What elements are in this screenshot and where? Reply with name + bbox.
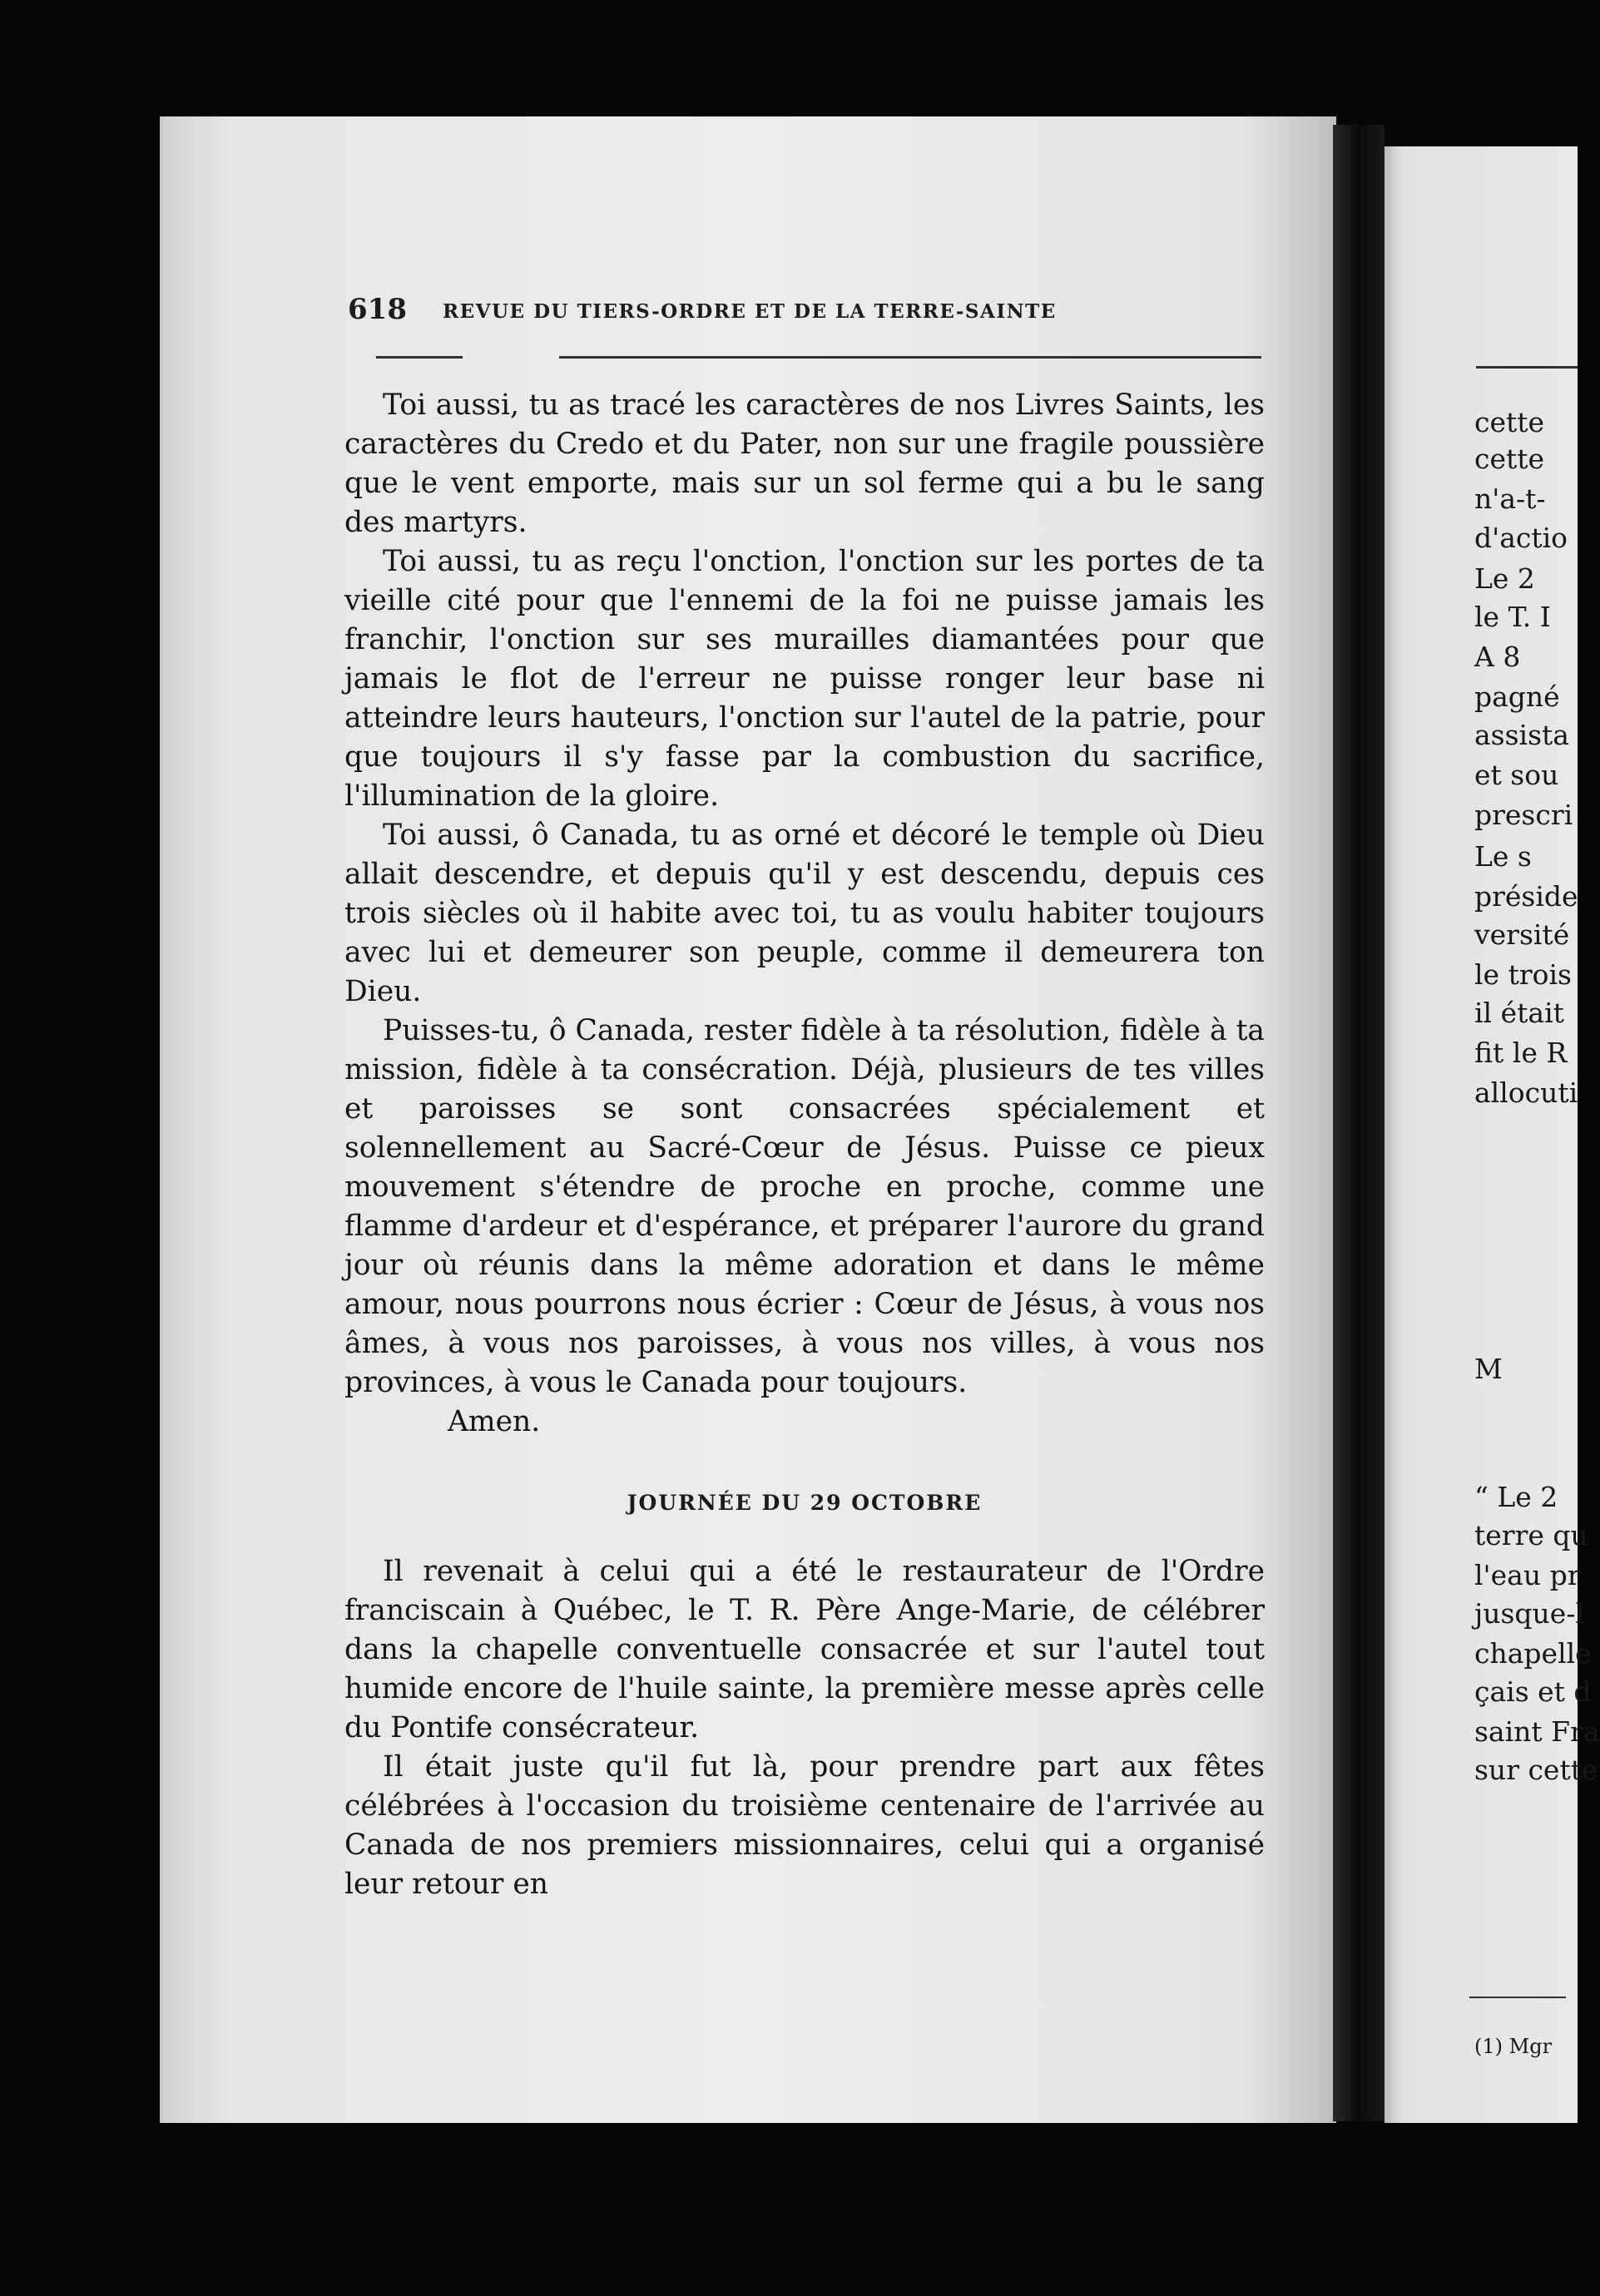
right-page-line: Le s [1474, 840, 1532, 873]
paragraph: Toi aussi, ô Canada, tu as orné et décoré le temple où Dieu allait descendre, et depuis qu'il y est descendu, depuis ces trois siècles où il habite avec toi, tu as voulu habiter toujours avec lui et demeurer son peuple, comme il demeurera ton Dieu. [344, 819, 1265, 1008]
right-page-line: çais et d [1474, 1675, 1592, 1708]
right-page-line: et sou [1474, 759, 1559, 791]
right-page-line: saint Fra [1474, 1715, 1600, 1748]
right-page-line: fit le R [1474, 1037, 1568, 1069]
main-text [344, 386, 1265, 1442]
right-page-line: l'eau pr [1474, 1559, 1581, 1591]
paragraph: Il revenait à celui qui a été le restaurateur de l'Ordre franciscain à Québec, le T. R. Père Ange-Marie, de célébrer dans la chapelle conventuelle consacrée et sur l'autel tout humide encore de l'huile sainte, la première messe après celle du Pontife consécrateur. [344, 1555, 1265, 1744]
right-page-line: cette [1474, 443, 1545, 475]
right-page-line: “ Le 2 [1474, 1481, 1558, 1513]
right-page-line: n'a-t- [1474, 482, 1546, 515]
right-page-line: sur cette [1474, 1754, 1598, 1786]
right-page-line: A 8 [1474, 641, 1521, 673]
right-page-line: Le 2 [1474, 562, 1535, 595]
right-page-line: assista [1474, 719, 1569, 751]
right-page-line: M [1474, 1353, 1503, 1385]
right-page-line: chapelle [1474, 1637, 1592, 1670]
right-page-line: cette [1474, 406, 1545, 438]
right-page-line: préside [1474, 880, 1578, 913]
right-page-line: le T. I [1474, 601, 1551, 633]
header-rule-right [559, 356, 1261, 359]
section-text [344, 1552, 1265, 1904]
right-page-line: pagné [1474, 680, 1560, 713]
book-gutter [1333, 125, 1385, 2121]
paragraph: Il était juste qu'il fut là, pour prendre part aux fêtes célébrées à l'occasion du troisième centenaire de l'arrivée au Canada de nos premiers missionnaires, celui qui a organisé leur retour en [344, 1750, 1265, 1901]
paragraph: Toi aussi, tu as reçu l'onction, l'onction sur les portes de ta vieille cité pour que l'ennemi de la foi ne puisse jamais les franchir, l'onction sur ses murailles diamantées pour que jamais le flot de l'erreur ne puisse ronger leur base ni atteindre leurs hauteurs, l'onction sur l'autel de la patrie, pour que toujours il s'y fasse par la combustion du sacrifice, l'illumination de la gloire. [344, 545, 1265, 813]
right-page-line: le trois [1474, 958, 1572, 991]
section-heading: JOURNÉE DU 29 OCTOBRE [627, 1491, 983, 1515]
page-number: 618 [348, 293, 407, 326]
right-page-line: il était [1474, 997, 1564, 1029]
right-page-line: jusque-l [1474, 1597, 1585, 1630]
right-page-text [1474, 0, 1600, 2296]
running-title: REVUE DU TIERS-ORDRE ET DE LA TERRE-SAINTE [443, 300, 1057, 323]
header-rule-left [376, 356, 463, 359]
right-page-line: versité [1474, 918, 1570, 951]
right-page-line: allocuti [1474, 1076, 1578, 1109]
amen-line: Amen. [448, 1405, 541, 1438]
page-header [348, 293, 1263, 334]
paragraph: Puisses-tu, ô Canada, rester fidèle à ta résolution, fidèle à ta mission, fidèle à ta consécration. Déjà, plusieurs de tes villes et paroisses se sont consacrées spécialement et solennellement au Sacré-Cœur de Jésus. Puisse ce pieux mouvement s'étendre de proche en proche, comme une flamme d'ardeur et d'espérance, et préparer l'aurore du grand jour où réunis dans la même adoration et dans le même amour, nous pourrons nous écrier : Cœur de Jésus, à vous nos âmes, à vous nos paroisses, à vous nos villes, à vous nos provinces, à vous le Canada pour toujours. [344, 1014, 1265, 1399]
right-page-line: (1) Mgr [1474, 2035, 1553, 2058]
right-page-line: d'actio [1474, 522, 1568, 554]
paragraph: Toi aussi, tu as tracé les caractères de nos Livres Saints, les caractères du Credo et du Pater, non sur une fragile poussière que le vent emporte, mais sur un sol ferme qui a bu le sang des martyrs. [344, 388, 1265, 539]
right-page-line: terre qu [1474, 1519, 1588, 1551]
right-page-line: prescri [1474, 799, 1573, 831]
